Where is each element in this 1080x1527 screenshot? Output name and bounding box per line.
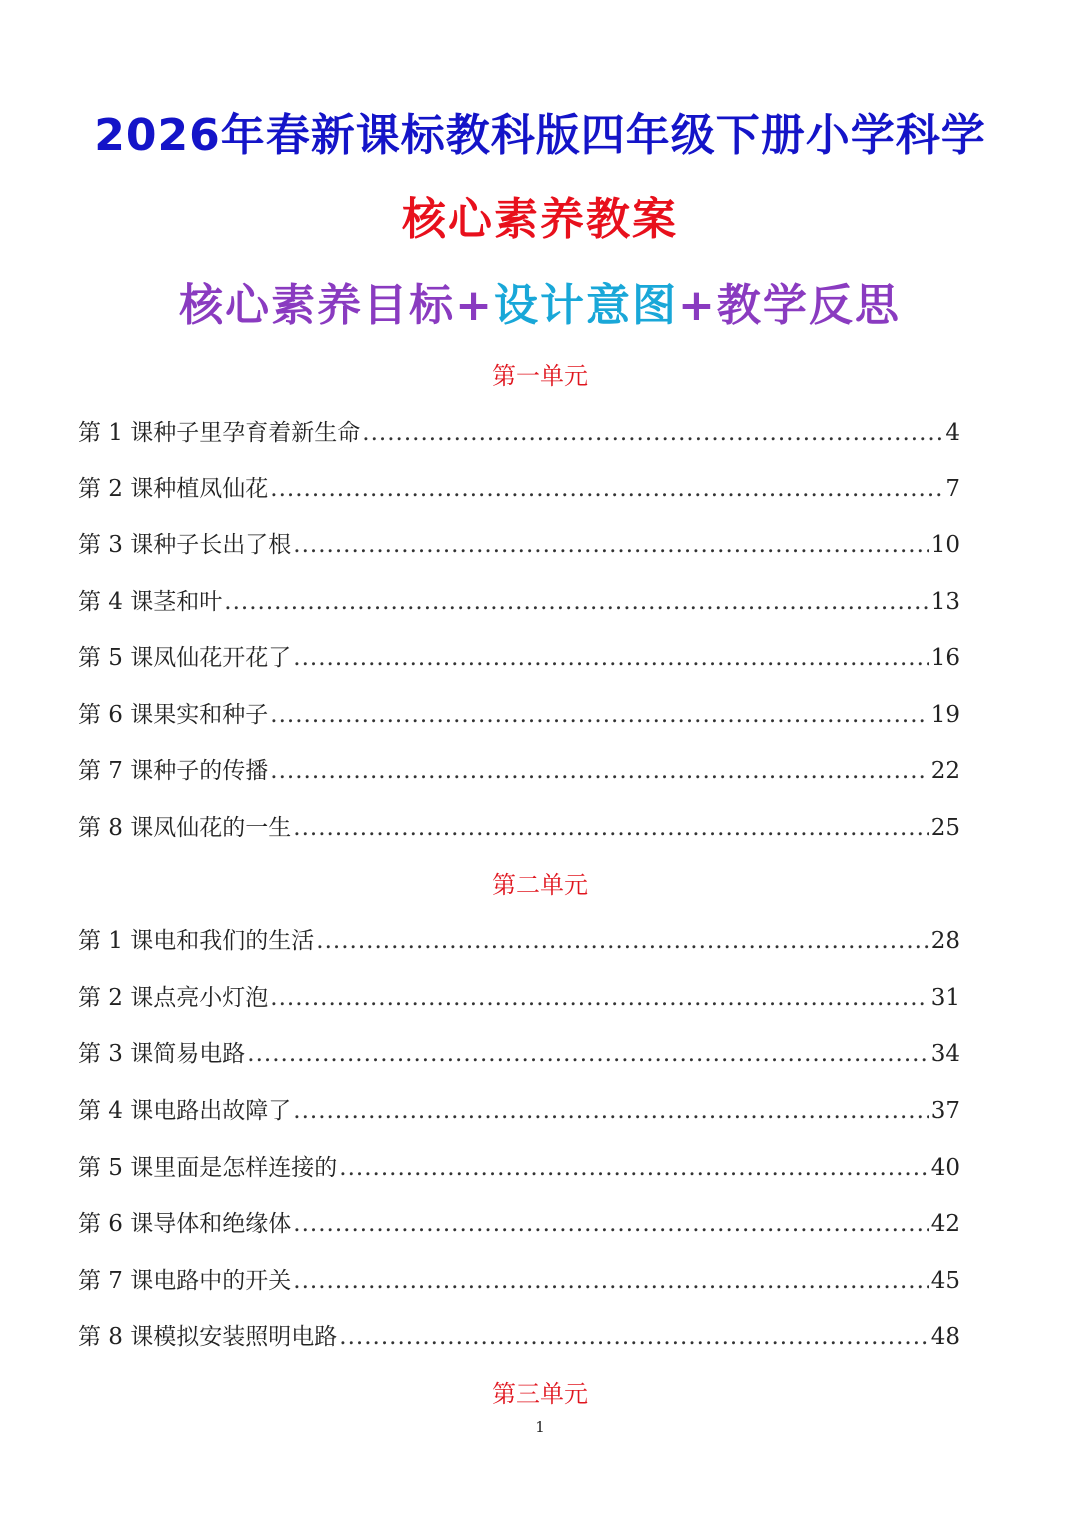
- toc-entry[interactable]: [78, 529, 960, 561]
- toc-entry[interactable]: [78, 1321, 960, 1353]
- toc-entry[interactable]: [78, 586, 960, 618]
- toc-entry[interactable]: [78, 982, 960, 1014]
- unit-heading-1: 第一单元: [492, 362, 588, 390]
- toc-entry-page: 28: [930, 928, 960, 954]
- toc-leader-dots: [293, 529, 928, 561]
- toc-entry[interactable]: [78, 1152, 960, 1184]
- toc-entry[interactable]: [78, 699, 960, 731]
- toc-entry-label: 第 7 课电路中的开关: [78, 1268, 292, 1294]
- unit-heading-3: 第三单元: [492, 1380, 588, 1408]
- document-subtitle: 核心素养教案: [402, 194, 678, 245]
- toc-entry-page: 19: [930, 702, 960, 728]
- toc-entry-page: 22: [930, 758, 960, 784]
- toc-leader-dots: [270, 699, 928, 731]
- toc-entry-page: 45: [930, 1268, 960, 1294]
- toc-leader-dots: [293, 812, 928, 844]
- toc-entry-label: 第 4 课电路出故障了: [78, 1098, 292, 1124]
- toc-entry[interactable]: [78, 812, 960, 844]
- toc-entry-page: 4: [945, 420, 960, 446]
- toc-entry[interactable]: [78, 642, 960, 674]
- toc-entry-label: 第 2 课点亮小灯泡: [78, 985, 269, 1011]
- toc-leader-dots: [270, 755, 928, 787]
- tagline-part-reflection: +教学反思: [678, 280, 901, 331]
- toc-entry-page: 37: [930, 1098, 960, 1124]
- toc-entry-page: 34: [930, 1041, 960, 1067]
- toc-entry[interactable]: [78, 925, 960, 957]
- toc-leader-dots: [270, 473, 943, 505]
- toc-leader-dots: [362, 417, 943, 449]
- toc-leader-dots: [293, 1095, 928, 1127]
- toc-entry-label: 第 1 课电和我们的生活: [78, 928, 315, 954]
- toc-entry-label: 第 1 课种子里孕育着新生命: [78, 420, 361, 446]
- toc-entry[interactable]: [78, 755, 960, 787]
- toc-leader-dots: [247, 1038, 928, 1070]
- toc-entry-label: 第 8 课凤仙花的一生: [78, 815, 292, 841]
- toc-entry-label: 第 5 课里面是怎样连接的: [78, 1155, 338, 1181]
- tagline-part-design: 设计意图: [494, 280, 678, 331]
- toc-entry-label: 第 3 课种子长出了根: [78, 532, 292, 558]
- toc-entry-label: 第 7 课种子的传播: [78, 758, 269, 784]
- toc-entry-page: 10: [930, 532, 960, 558]
- toc-entry-page: 42: [930, 1211, 960, 1237]
- toc-leader-dots: [270, 982, 928, 1014]
- toc-entry-label: 第 3 课简易电路: [78, 1041, 246, 1067]
- unit-heading-2: 第二单元: [492, 871, 588, 899]
- toc-entry[interactable]: [78, 1038, 960, 1070]
- toc-entry[interactable]: [78, 473, 960, 505]
- document-title: 2026年春新课标教科版四年级下册小学科学: [94, 110, 986, 161]
- toc-entry-page: 7: [945, 476, 960, 502]
- page-number: 1: [535, 1418, 545, 1436]
- toc-entry-label: 第 6 课果实和种子: [78, 702, 269, 728]
- document-tagline: [0, 278, 1080, 334]
- toc-entry-label: 第 5 课凤仙花开花了: [78, 645, 292, 671]
- toc-entry-page: 13: [930, 589, 960, 615]
- toc-leader-dots: [339, 1152, 928, 1184]
- toc-entry-label: 第 6 课导体和绝缘体: [78, 1211, 292, 1237]
- toc-entry[interactable]: [78, 1208, 960, 1240]
- toc-leader-dots: [293, 1208, 928, 1240]
- tagline-part-objectives: 核心素养目标+: [179, 280, 494, 331]
- toc-entry-page: 16: [930, 645, 960, 671]
- toc-leader-dots: [293, 1265, 928, 1297]
- toc-leader-dots: [293, 642, 928, 674]
- toc-entry-label: 第 8 课模拟安装照明电路: [78, 1324, 338, 1350]
- toc-entry-page: 25: [930, 815, 960, 841]
- toc-leader-dots: [224, 586, 928, 618]
- toc-leader-dots: [316, 925, 928, 957]
- toc-entry[interactable]: [78, 1095, 960, 1127]
- toc-entry[interactable]: [78, 1265, 960, 1297]
- toc-entry-page: 40: [930, 1155, 960, 1181]
- toc-entry-label: 第 4 课茎和叶: [78, 589, 223, 615]
- toc-entry-page: 48: [930, 1324, 960, 1350]
- toc-entry-label: 第 2 课种植凤仙花: [78, 476, 269, 502]
- toc-entry-page: 31: [930, 985, 960, 1011]
- toc-leader-dots: [339, 1321, 928, 1353]
- toc-entry[interactable]: [78, 417, 960, 449]
